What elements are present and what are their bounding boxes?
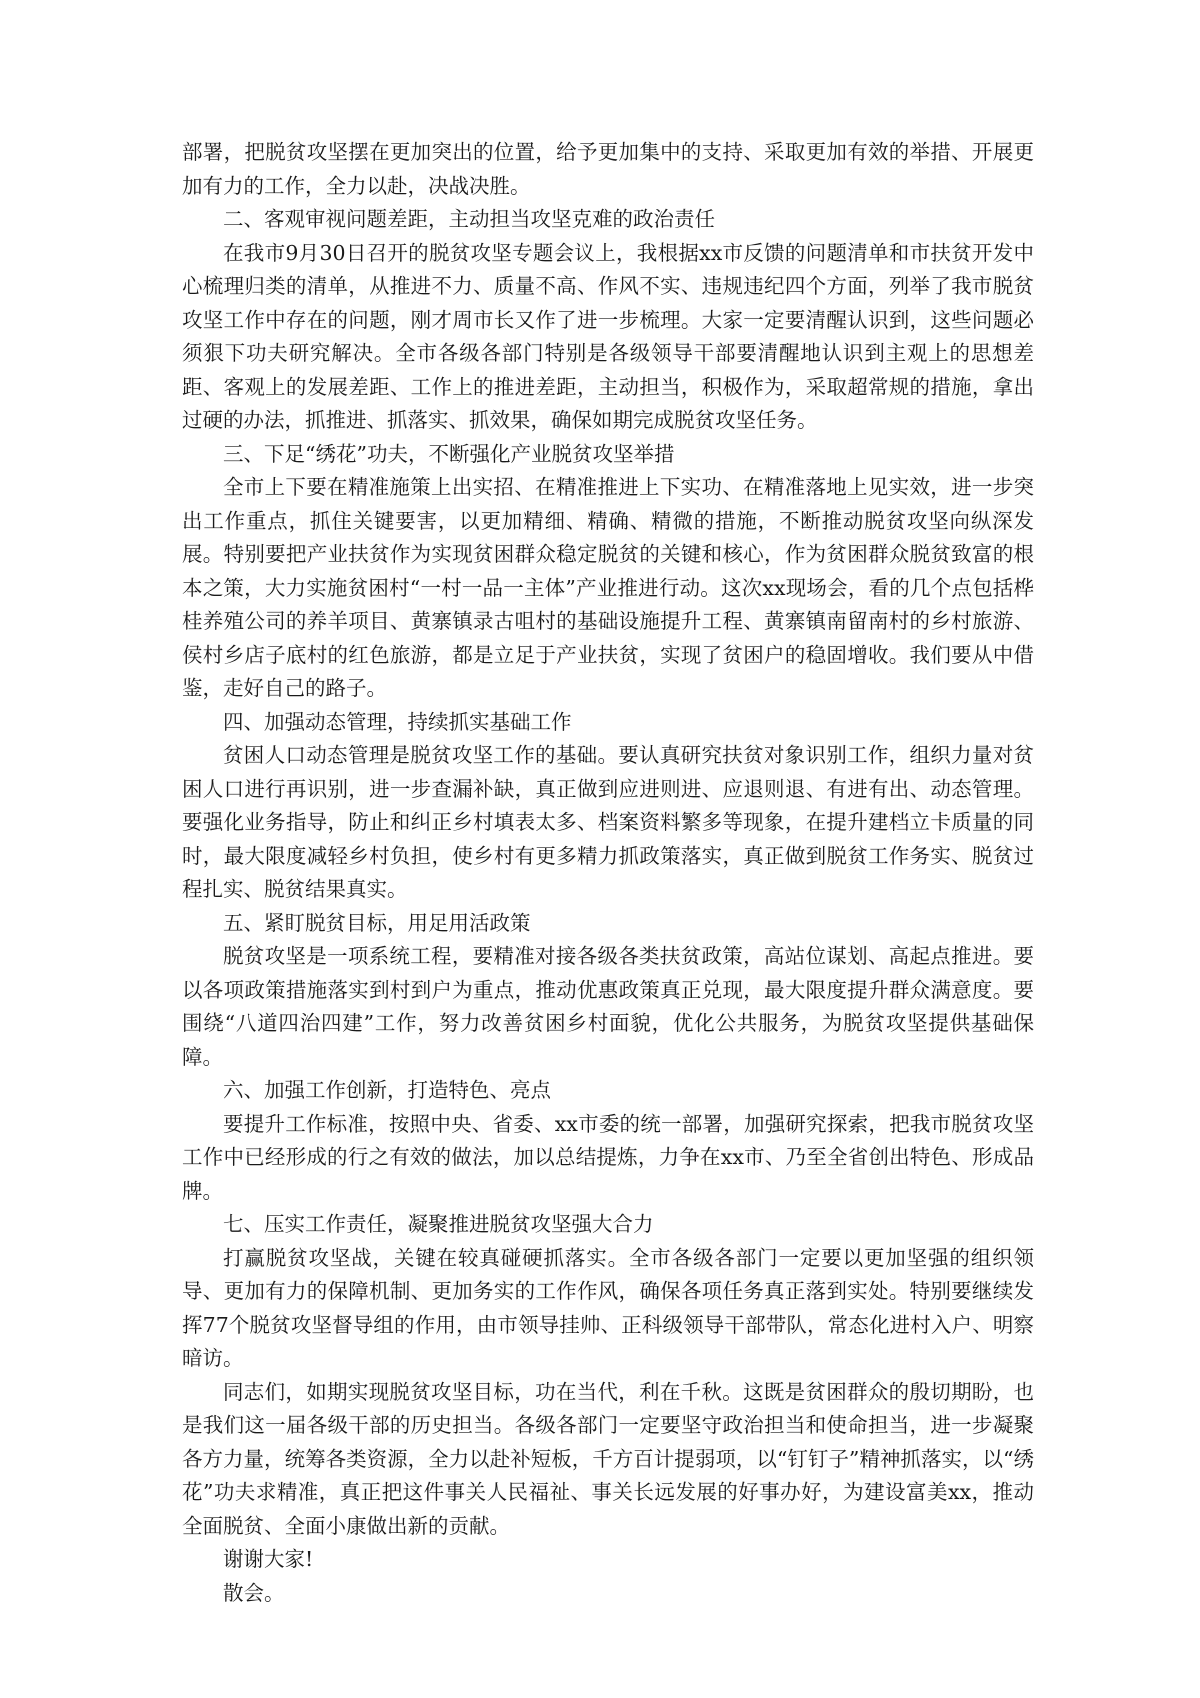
paragraph: 脱贫攻坚是一项系统工程，要精准对接各级各类扶贫政策，高站位谋划、高起点推进。要以各项政策措施落实到村到户为重点，推动优惠政策真正兑现，最大限度提升群众满意度。要围绕“八道四治四建”工作，努力改善贫困乡村面貌，优化公共服务，为脱贫攻坚提供基础保障。 xyxy=(182,944,1034,1069)
document-body xyxy=(182,136,1034,1610)
adjourn-line: 散会。 xyxy=(223,1580,285,1605)
section-heading-6: 六、加强工作创新，打造特色、亮点 xyxy=(223,1078,551,1102)
thanks-line: 谢谢大家! xyxy=(223,1547,314,1571)
paragraph: 全市上下要在精准施策上出实招、在精准推进上下实功、在精准落地上见实效，进一步突出工作重点，抓住关键要害，以更加精细、精确、精微的措施，不断推动脱贫攻坚向纵深发展。特别要把产业扶贫作为实现贫困群众稳定脱贫的关键和核心，作为贫困群众脱贫致富的根本之策，大力实施贫困村“一村一品一主体”产业推进行动。这次xx现场会，看的几个点包括桦桂养殖公司的养羊项目、黄寨镇录古咀村的基础设施提升工程、黄寨镇南留南村的乡村旅游、侯村乡店子底村的红色旅游，都是立足于产业扶贫，实现了贫困户的稳固增收。我们要从中借鉴，走好自己的路子。 xyxy=(182,475,1034,700)
paragraph: 贫困人口动态管理是脱贫攻坚工作的基础。要认真研究扶贫对象识别工作，组织力量对贫困人口进行再识别，进一步查漏补缺，真正做到应进则进、应退则退、有进有出、动态管理。要强化业务指导，防止和纠正乡村填表太多、档案资料繁多等现象，在提升建档立卡质量的同时，最大限度减轻乡村负担，使乡村有更多精力抓政策落实，真正做到脱贫工作务实、脱贫过程扎实、脱贫结果真实。 xyxy=(182,743,1034,901)
section-heading-3: 三、下足“绣花”功夫，不断强化产业脱贫攻坚举措 xyxy=(223,441,675,466)
paragraph: 打赢脱贫攻坚战，关键在较真碰硬抓落实。全市各级各部门一定要以更加坚强的组织领导、更加有力的保障机制、更加务实的工作作风，确保各项任务真正落到实处。特别要继续发挥77个脱贫攻坚督导组的作用，由市领导挂帅、正科级领导干部带队，常态化进村入户、明察暗访。 xyxy=(182,1245,1034,1370)
section-heading-4: 四、加强动态管理，持续抓实基础工作 xyxy=(223,709,572,734)
section-heading-2: 二、客观审视问题差距，主动担当攻坚克难的政治责任 xyxy=(223,207,715,231)
section-heading-7: 七、压实工作责任，凝聚推进脱贫攻坚强大合力 xyxy=(223,1212,654,1236)
paragraph: 要提升工作标准，按照中央、省委、xx市委的统一部署，加强研究探索，把我市脱贫攻坚工作中已经形成的行之有效的做法，加以总结提炼，力争在xx市、乃至全省创出特色、形成品牌。 xyxy=(182,1111,1034,1203)
section-heading-5: 五、紧盯脱贫目标，用足用活政策 xyxy=(223,910,531,935)
paragraph: 在我市9月30日召开的脱贫攻坚专题会议上，我根据xx市反馈的问题清单和市扶贫开发中心梳理归类的清单，从推进不力、质量不高、作风不实、违规违纪四个方面，列举了我市脱贫攻坚工作中存在的问题，刚才周市长又作了进一步梳理。大家一定要清醒认识到，这些问题必须狠下功夫研究解决。全市各级各部门特别是各级领导干部要清醒地认识到主观上的思想差距、客观上的发展差距、工作上的推进差距，主动担当，积极作为，采取超常规的措施，拿出过硬的办法，抓推进、抓落实、抓效果，确保如期完成脱贫攻坚任务。 xyxy=(182,240,1034,432)
paragraph-continuation: 部署，把脱贫攻坚摆在更加突出的位置，给予更加集中的支持、采取更加有效的举措、开展更加有力的工作，全力以赴，决战决胜。 xyxy=(182,140,1034,198)
closing-paragraph: 同志们，如期实现脱贫攻坚目标，功在当代，利在千秋。这既是贫困群众的殷切期盼，也是我们这一届各级干部的历史担当。各级各部门一定要坚守政治担当和使命担当，进一步凝聚各方力量，统筹各类资源，全力以赴补短板，千方百计提弱项，以“钉钉子”精神抓落实，以“绣花”功夫求精准，真正把这件事关人民福祉、事关长远发展的好事办好，为建设富美xx，推动全面脱贫、全面小康做出新的贡献。 xyxy=(182,1379,1034,1538)
